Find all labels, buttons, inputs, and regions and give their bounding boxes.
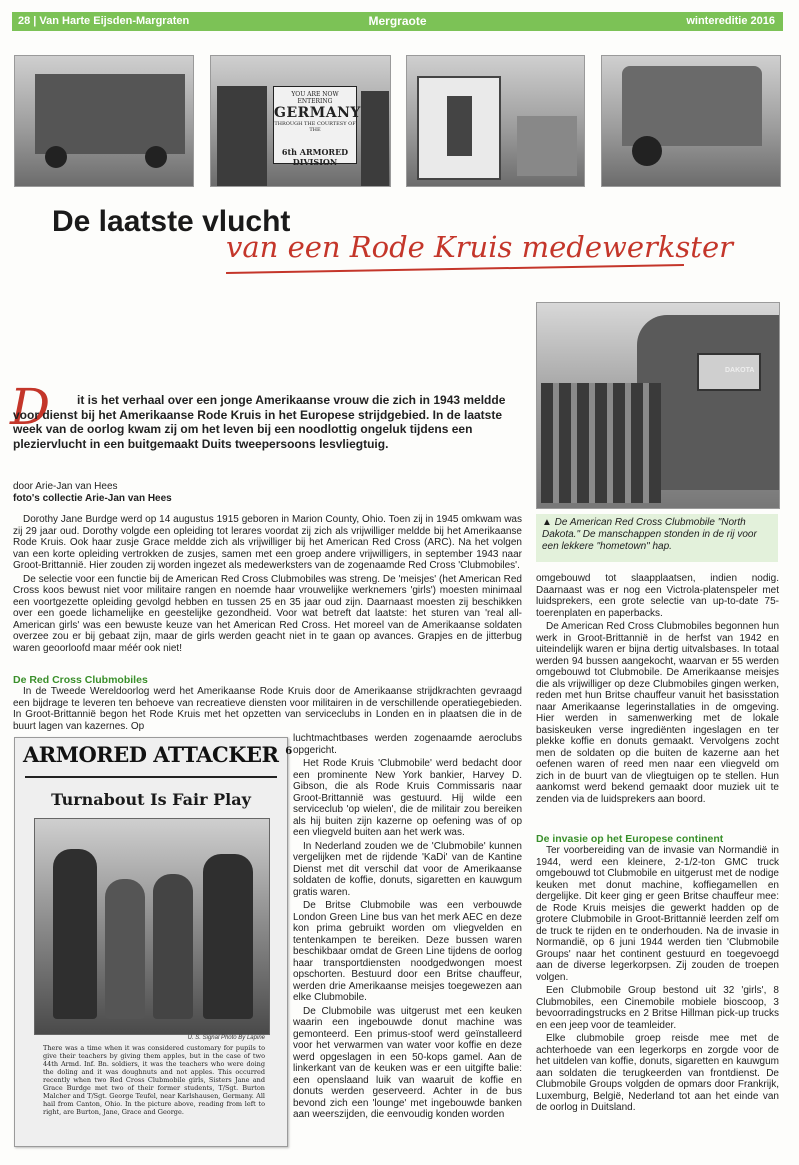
photo-germany-sign [210,55,391,187]
drop-cap: D [10,378,51,436]
middle-column: luchtmachtbases werden zogenaamde aeroclubs opgericht. Het Rode Kruis 'Clubmobile' werd bedacht door een prominente New York bankier, Harvey D. Gibson, die als Rode Kruis Commissaris naar Groot-Brittannië was gestuurd. Hij wilde een serviceclub 'op wielen', die de militair zou bereiken als hij buiten zijn kazerne op oefening was of op een vliegveld buiten aan het werk was. In Nederland zouden we de 'Clubmobile' kunnen vergelijken met de rijdende 'KaDi' van de Kantine Dienst met dit verschil dat voor de Amerikaanse soldaten de koffie, donuts, sigaretten en kauwgum gratis waren. De Britse Clubmobile was een verbouwde London Green Line bus van het merk AEC en deze kon prima gebruikt worden om vliegvelden en tentenkampen te bereiken. Deze bussen waren beschikbaar omdat de Green Line tijdens de oorlog haar transportdiensten noodgedwongen moest opschorten. Bestuurd door een Britse chauffeur, werden drie Amerikaanse meisjes toegewezen aan elke Clubmobile. De Clubmobile was uitgerust met een keuken waarin een ingebouwde donut machine was gemonteerd. Een primus-stoof werd geïnstalleerd voor het verwarmen van water voor koffie en deze werd opgeslagen in een 50-kops gamel. Aan de linkerkant van de keuken was er een uitgifte balie: een openslaand luik van waaruit de koffie en donuts werden geserveerd. Achter in de bus bevond zich een 'lounge' met ingebouwde banken aan weerszijden, die eenvoudig konden worden [293,733,522,1120]
page-number-publication: 28 | Van Harte Eijsden-Margraten [18,15,190,27]
photo-clubmobile-truck [601,55,781,187]
newspaper-clipping [14,737,292,1147]
photo-caption: ▲ De American Red Cross Clubmobile "North Dakota." De manschappen stonden in de rij voor een lekkere "hometown" hap. [536,514,778,562]
article-title-line2: van een Rode Kruis medewerkster [226,230,733,264]
intro-text: Dorothy Jane Burdge werd op 14 augustus 1915 geboren in Marion County, Ohio. Toen zij in 1945 omkwam was zij 29 jaar oud. Dorothy volgde een opleiding tot lerares voordat zij zich als vrijwilliger meldde bij het Amerikaanse Rode Kruis. Ook haar zusje Grace meldde zich als vrijwilliger bij het American Red Cross (ARC). Na het volgen van een korte opleiding vertrokken de zusjes, samen met een groep andere vrijwilligers, in september 1943 naar Groot-Brittannië. Hier zouden zij worden ingezet als medewerksters van de zogenaamde Red Cross 'Clubmobiles'. De selectie voor een functie bij de American Red Cross Clubmobiles was streng. De 'meisjes' (het American Red Cross koos bewust niet voor militaire rangen en noemde haar vrouwelijke werknemers 'girls') moesten minimaal een voortgezette opleiding gevolgd hebben en tussen 25 en 35 jaar oud zijn. Daarnaast moesten zij beschikken over een goede lichamelijke en geestelijke gezondheid. Voor wat betreft dat laatste: het sturen van 'real all-American girls' was een bewuste keuze van het American Red Cross. Het moreel van de Amerikaanse soldaten overzee zou er bij gebaat zijn, maar de girls werden geacht niet in te gaan op avances. Grapjes en de jitterbug waren geoorloofd maar méér ook niet! [13,514,522,654]
bus-label: DAKOTA [725,367,755,374]
byline-author: door Arie-Jan van Hees [13,481,118,492]
byline-photos: foto's collectie Arie-Jan van Hees [13,493,172,504]
section1-intro: In de Tweede Wereldoorlog werd het Amerikaanse Rode Kruis door de Amerikaanse strijdkrachten gevraagd een bijdrage te leveren ten behoeve van recreatieve diensten voor militairen in de verschillende operatiegebieden. In Groot-Brittannië begon het Rode Kruis met het opzetten van serviceclubs in Londen en in plaatsen die in de buurt lagen van kazernes. Op [13,686,522,732]
title-underline [226,264,684,274]
photo-serving-window [406,55,585,187]
right-column-top: omgebouwd tot slaapplaatsen, indien nodig. Daarnaast was er nog een Victrola-platenspeler met luidsprekers, een grote selectie van up-to-date 75-toerenplaten en paperbacks. De American Red Cross Clubmobiles begonnen hun werk in Groot-Brittannië in de herfst van 1942 en uiteindelijk waren er bijna dertig uitvalsbases. In totaal werden 94 bussen aangekocht, waarvan er 55 werden omgebouwd tot Clubmobile. De Amerikaanse meisjes die als vrijwilliger op deze Clubmobiles gingen werken, reden met hun Britse chauffeur vanuit het basisstation naar Amerikaanse legerinstallaties in de omgeving. Hier werden in samenwerking met de lokale basiskeuken verse ingrediënten ingeslagen en ter plekke koffie en donuts gemaakt. Vervolgens zocht men de soldaten op die buiten de kazerne aan het oefenen waren of reed men naar een vliegveld om zich in de buurt van de vliegtuigen op te stellen. Hun aankomst werd bekend gemaakt door muziek uit te zenden via de luidsprekers aan boord. [536,573,779,805]
photo-truck-1 [14,55,194,187]
right-column-bottom: Ter voorbereiding van de invasie van Normandië in 1944, werd een kleinere, 2-1/2-ton GMC truck omgebouwd tot Clubmobile en uitgerust met de nodige keuken met donut machine, koffiegamellen en dergelijke. Dit keer ging er geen Britse chauffeur mee: de Rode Kruis meisjes die gewerkt hadden op de grotere Clubmobile in Groot-Brittannië leerden zelf om de truck te rijden en te onderhouden. Na de invasie in Normandië, op 6 juni 1944 werden tien 'Clubmobile Groups' naar het continent gestuurd en toegevoegd aan de diverse legerkorpsen. Zij zouden de troepen volgen. Een Clubmobile Group bestond uit 32 'girls', 8 Clubmobiles, een Cinemobile mobiele bioscoop, 3 bevoorradingstrucks en 2 Britse Hillman pick-up trucks en een jeep voor de teamleider. Elke clubmobile groep reisde mee met de achterhoede van een legerkorps en zorgde voor de het uitdelen van koffie, donuts, sigaretten en kauwgum aan soldaten die terugkeerden van frontdienst. De Clubmobile Groups volgden de opmars door Frankrijk, Luxemburg, België, Nederland tot aan het einde van de oorlog in Duitsland. [536,845,779,1113]
lead-paragraph: it is het verhaal over een jonge Amerikaanse vrouw die zich in 1943 meldde voor dienst bij het Amerikaanse Rode Kruis in het Europese strijdgebied. In de laatste week van de oorlog kwam zij om het leven bij een noodlottig ongeluk tijdens een pleziervlucht in een buitgemaakt Duits tweepersoons lesvliegtuig. [13,393,506,451]
article-title-line1: De laatste vlucht [52,205,291,238]
section-heading-clubmobiles: De Red Cross Clubmobiles [13,674,148,686]
page-header [12,12,783,31]
germany-sign: YOU ARE NOW ENTERING GERMANY THROUGH THE COURTESY OF THE 6th ARMORED DIVISION [273,86,357,164]
edition: wintereditie 2016 [686,15,775,27]
clipping-caption: There was a time when it was considered customary for pupils to give their teachers by giving them apples, but in the case of two 44th Armd. Inf. Bn. soldiers, it was the teachers who were doing the doling and it was doughnuts and not apples. This occurred recently when two Red Cross Clubmobile girls, Sisters Jane and Grace Burdge met two of their former students, T/Sgt. Burton Malcher and T/Sgt. George Teufel, near Karlshausen, Germany. All hail from Canton, Ohio. In the picture above, reading from left to right, are Burton, Jane, Grace and George. [43,1044,265,1116]
photo-clubmobile-north-dakota [536,302,780,509]
section-heading-invasion: De invasie op het Europese continent [536,833,724,845]
clipping-masthead: ARMORED ATTACKER $^6$ [23,742,292,767]
clipping-headline: Turnabout Is Fair Play [51,790,251,809]
clipping-photo [34,818,270,1035]
section-title: Mergraote [368,14,427,28]
clipping-photo-credit: U. S. Signal Photo By Lapine [187,1035,265,1041]
masthead-rule [25,776,277,778]
queue-soldiers [541,383,661,503]
